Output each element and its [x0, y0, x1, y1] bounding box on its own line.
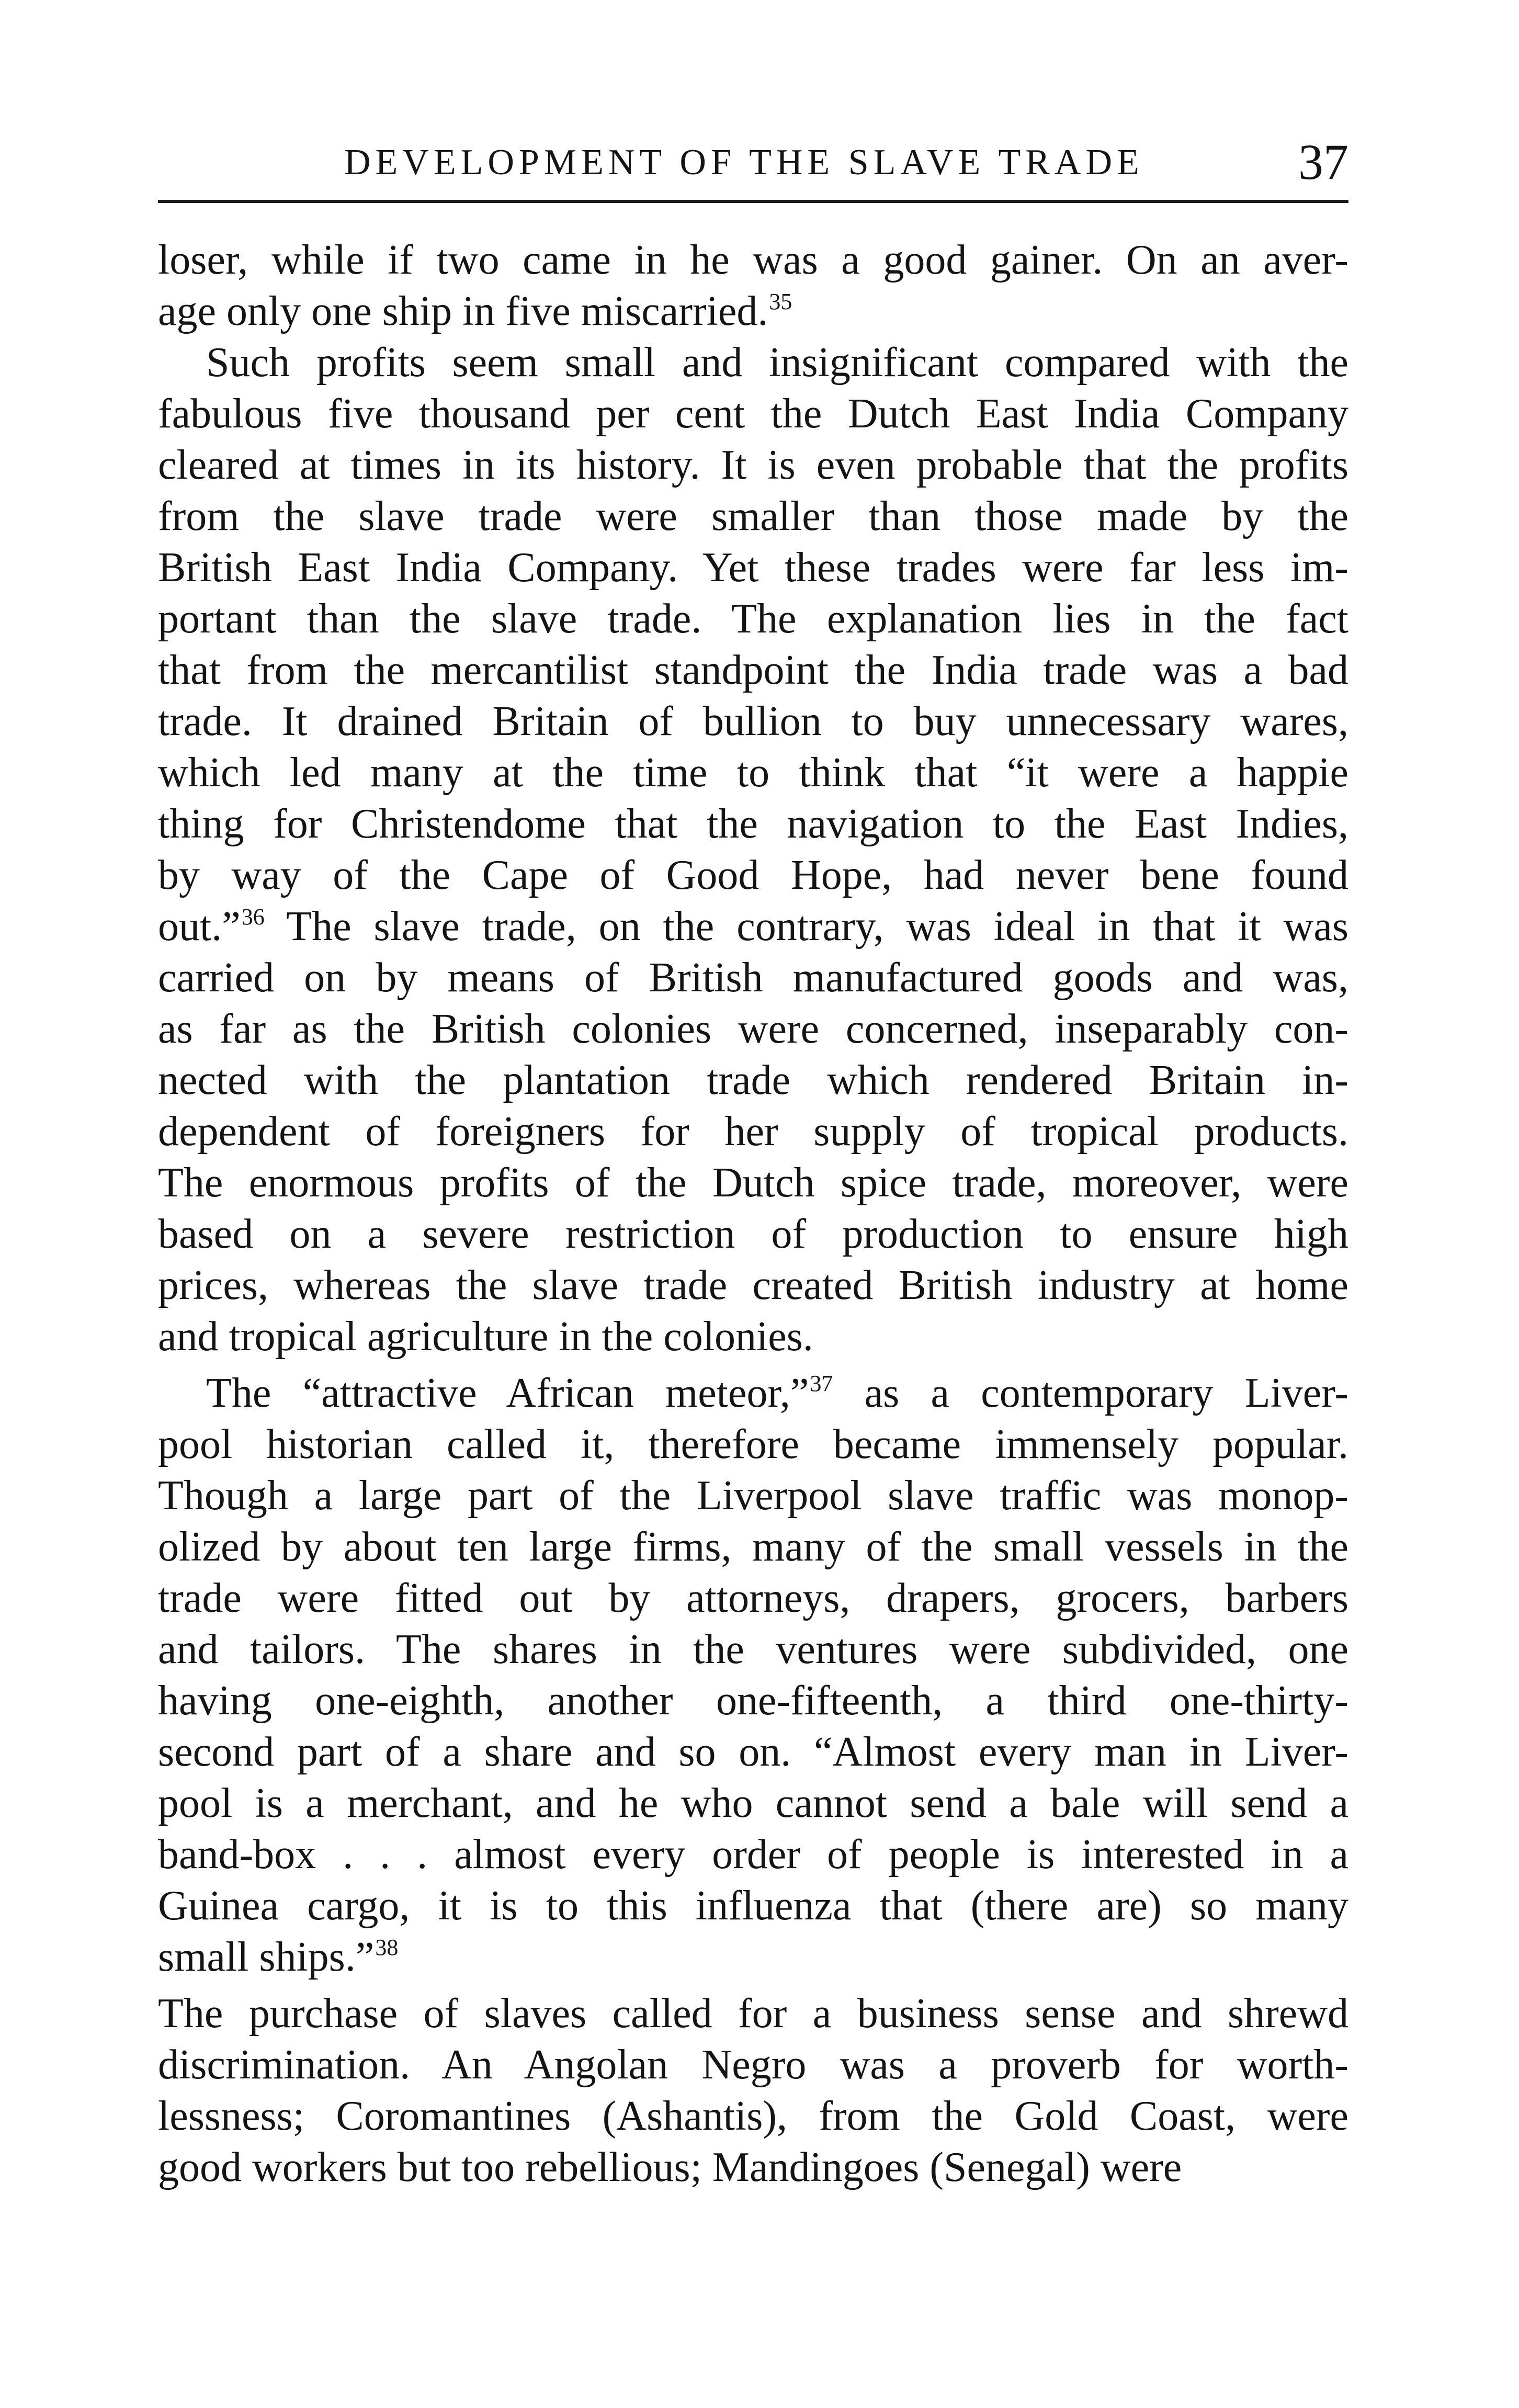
paragraph-p2 [158, 337, 1348, 1362]
paragraph-spacing [158, 1362, 1348, 1367]
text-line [158, 1675, 1348, 1726]
text-line [158, 798, 1348, 850]
line-text: and tropical agriculture in the colonies. [158, 1314, 813, 1360]
line-text: dependent of foreigners for her supply of tropical products. [158, 1109, 1348, 1155]
line-text: which led many at the time to think that “it were a happie [158, 750, 1348, 796]
text-line [158, 439, 1348, 491]
paragraph-p4 [158, 1988, 1348, 2193]
line-text: Guinea cargo, it is to this influenza that (there are) so many [158, 1883, 1348, 1929]
text-line [158, 593, 1348, 645]
text-line [158, 1880, 1348, 1931]
text-line [158, 747, 1348, 798]
body-text [158, 234, 1348, 2193]
text-line [158, 1778, 1348, 1829]
line-text: Such profits seem small and insignificant compared with the [206, 340, 1348, 386]
text-line [158, 1419, 1348, 1470]
line-text: as far as the British colonies were concerned, inseparably con- [158, 1006, 1348, 1052]
line-text: small ships.” [158, 1934, 375, 1980]
text-line [158, 1573, 1348, 1624]
text-line [158, 1521, 1348, 1573]
text-line [158, 1988, 1348, 2039]
line-text: The enormous profits of the Dutch spice trade, moreover, were [158, 1160, 1348, 1206]
line-text: age only one ship in five miscarried. [158, 288, 768, 334]
line-text: loser, while if two came in he was a good gainer. On an aver- [158, 237, 1348, 283]
line-text: band-box . . . almost every order of people is interested in a [158, 1832, 1348, 1878]
line-text: good workers but too rebellious; Mandingoes (Senegal) were [158, 2144, 1182, 2190]
line-text: and tailors. The shares in the ventures were subdivided, one [158, 1626, 1348, 1672]
line-text: British East India Company. Yet these trades were far less im- [158, 545, 1348, 591]
text-line [158, 1829, 1348, 1880]
text-line [158, 286, 1348, 337]
line-text: out.” [158, 903, 241, 949]
text-line [158, 1367, 1348, 1419]
line-text: from the slave trade were smaller than those made by the [158, 493, 1348, 539]
footnote-reference[interactable]: 35 [769, 289, 792, 314]
text-line [158, 1726, 1348, 1778]
line-text: pool is a merchant, and he who cannot send a bale will send a [158, 1780, 1348, 1826]
paragraph-spacing [158, 1983, 1348, 1988]
running-title: DEVELOPMENT OF THE SLAVE TRADE [344, 142, 1144, 183]
text-line [158, 1470, 1348, 1521]
line-text: based on a severe restriction of production to ensure high [158, 1211, 1348, 1257]
text-line [158, 1106, 1348, 1157]
text-line [158, 2039, 1348, 2090]
line-text: second part of a share and so on. “Almost every man in Liver- [158, 1729, 1348, 1775]
text-line [158, 337, 1348, 388]
line-text: fabulous five thousand per cent the Dutch East India Company [158, 391, 1348, 437]
line-text: by way of the Cape of Good Hope, had never bene found [158, 852, 1348, 898]
line-text: Though a large part of the Liverpool slave traffic was monop- [158, 1473, 1348, 1519]
line-text: nected with the plantation trade which rendered Britain in- [158, 1057, 1348, 1103]
line-text: The “attractive African meteor,” [206, 1370, 809, 1416]
text-line [158, 1931, 1348, 1983]
text-line [158, 952, 1348, 1003]
line-text: olized by about ten large firms, many of the small vessels in the [158, 1524, 1348, 1570]
line-text: carried on by means of British manufactured goods and was, [158, 955, 1348, 1001]
line-text: portant than the slave trade. The explanation lies in the fact [158, 596, 1348, 642]
line-text: that from the mercantilist standpoint the India trade was a bad [158, 647, 1348, 693]
book-page [158, 134, 1348, 2193]
text-line [158, 696, 1348, 747]
text-line [158, 901, 1348, 952]
line-text: trade were fitted out by attorneys, drapers, grocers, barbers [158, 1575, 1348, 1621]
line-text: pool historian called it, therefore became immensely popular. [158, 1421, 1348, 1467]
paragraph-p1 [158, 234, 1348, 337]
line-text: discrimination. An Angolan Negro was a proverb for worth- [158, 2042, 1348, 2088]
line-text: having one-eighth, another one-fifteenth, a third one-thirty- [158, 1678, 1348, 1724]
footnote-reference[interactable]: 37 [810, 1371, 833, 1396]
line-text-continued: as a contemporary Liver- [833, 1370, 1348, 1416]
line-text: prices, whereas the slave trade created British industry at home [158, 1262, 1348, 1308]
text-line [158, 1260, 1348, 1311]
text-line [158, 1208, 1348, 1260]
text-line [158, 645, 1348, 696]
text-line [158, 1624, 1348, 1675]
paragraph-p3 [158, 1367, 1348, 1983]
text-line [158, 1311, 1348, 1362]
line-text: thing for Christendome that the navigation to the East Indies, [158, 801, 1348, 847]
footnote-reference[interactable]: 38 [375, 1935, 399, 1960]
line-text: trade. It drained Britain of bullion to buy unnecessary wares, [158, 698, 1348, 744]
text-line [158, 388, 1348, 439]
footnote-reference[interactable]: 36 [241, 904, 265, 930]
text-line [158, 850, 1348, 901]
running-header [158, 134, 1348, 203]
line-text: The purchase of slaves called for a business sense and shrewd [158, 1991, 1348, 2037]
line-text: cleared at times in its history. It is even probable that the profits [158, 442, 1348, 488]
line-text-continued: The slave trade, on the contrary, was ideal in that it was [264, 903, 1348, 949]
text-line [158, 1055, 1348, 1106]
page-number: 37 [1298, 134, 1348, 190]
text-line [158, 2090, 1348, 2142]
text-line [158, 234, 1348, 286]
text-line [158, 542, 1348, 593]
text-line [158, 1157, 1348, 1208]
text-line [158, 491, 1348, 542]
text-line [158, 2142, 1348, 2193]
text-line [158, 1003, 1348, 1055]
line-text: lessness; Coromantines (Ashantis), from the Gold Coast, were [158, 2093, 1348, 2139]
